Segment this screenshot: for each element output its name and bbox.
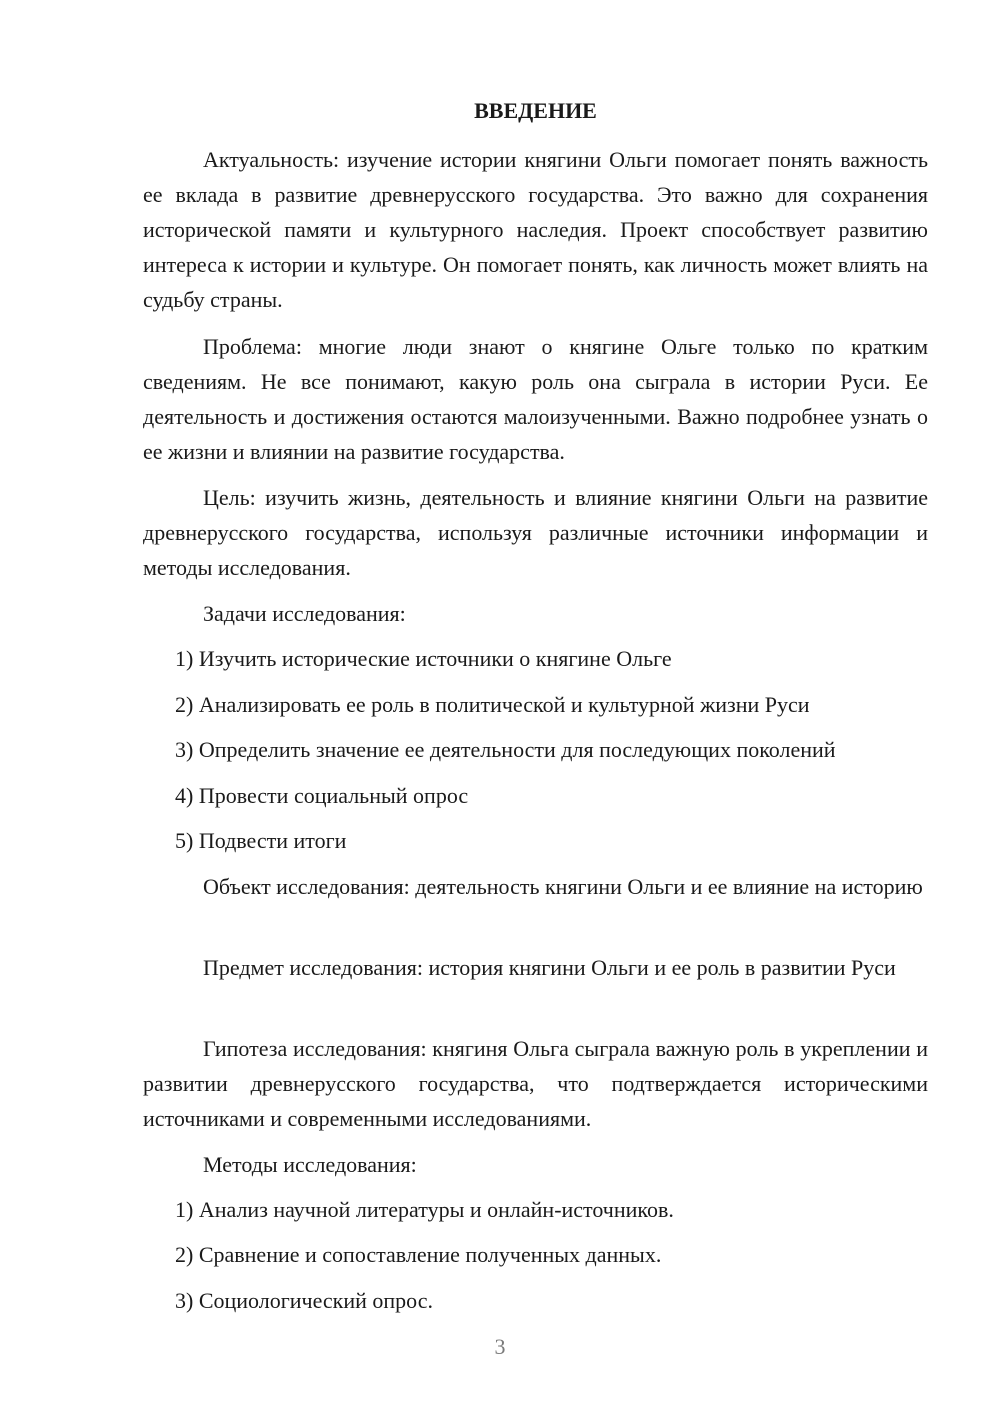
task-item: 3) Определить значение ее деятельности для последующих поколений — [175, 737, 836, 762]
methods-heading: Методы исследования: — [203, 1152, 417, 1177]
task-item: 2) Анализировать ее роль в политической и культурной жизни Руси — [175, 692, 810, 717]
subject-paragraph: Предмет исследования: история княгини Ольги и ее роль в развитии Руси — [203, 955, 896, 980]
section-title: ВВЕДЕНИЕ — [474, 98, 597, 123]
hypothesis-paragraph: Гипотеза исследования: княгиня Ольга сыграла важную роль в укреплении и развитии древнерусского государства, что подтверждается историческими источниками и современными исследованиями. — [143, 1036, 928, 1131]
goal-paragraph: Цель: изучить жизнь, деятельность и влияние княгини Ольги на развитие древнерусского государства, используя различные источники информации и методы исследования. — [143, 485, 928, 580]
method-item: 2) Сравнение и сопоставление полученных данных. — [175, 1242, 662, 1267]
problem-paragraph: Проблема: многие люди знают о княгине Ольге только по кратким сведениям. Не все понимают, какую роль она сыграла в истории Руси. Ее деятельность и достижения остаются малоизученными. Важно подробнее узнать о ее жизни и влиянии на развитие государства. — [143, 334, 928, 464]
task-item: 4) Провести социальный опрос — [175, 783, 469, 808]
object-paragraph: Объект исследования: деятельность княгини Ольги и ее влияние на историю — [203, 874, 923, 899]
task-item: 5) Подвести итоги — [175, 828, 347, 853]
method-item: 3) Социологический опрос. — [175, 1288, 433, 1313]
task-item: 1) Изучить исторические источники о княгине Ольге — [175, 646, 672, 671]
method-item: 1) Анализ научной литературы и онлайн-источников. — [175, 1197, 674, 1222]
tasks-heading: Задачи исследования: — [203, 601, 406, 626]
relevance-paragraph: Актуальность: изучение истории княгини Ольги помогает понять важность ее вклада в развитие древнерусского государства. Это важно для сохранения исторической памяти и культурного наследия. Проект способствует развитию интереса к истории и культуре. Он помогает понять, как личность может влиять на судьбу страны. — [143, 147, 928, 312]
page-number: 3 — [494, 1334, 506, 1359]
